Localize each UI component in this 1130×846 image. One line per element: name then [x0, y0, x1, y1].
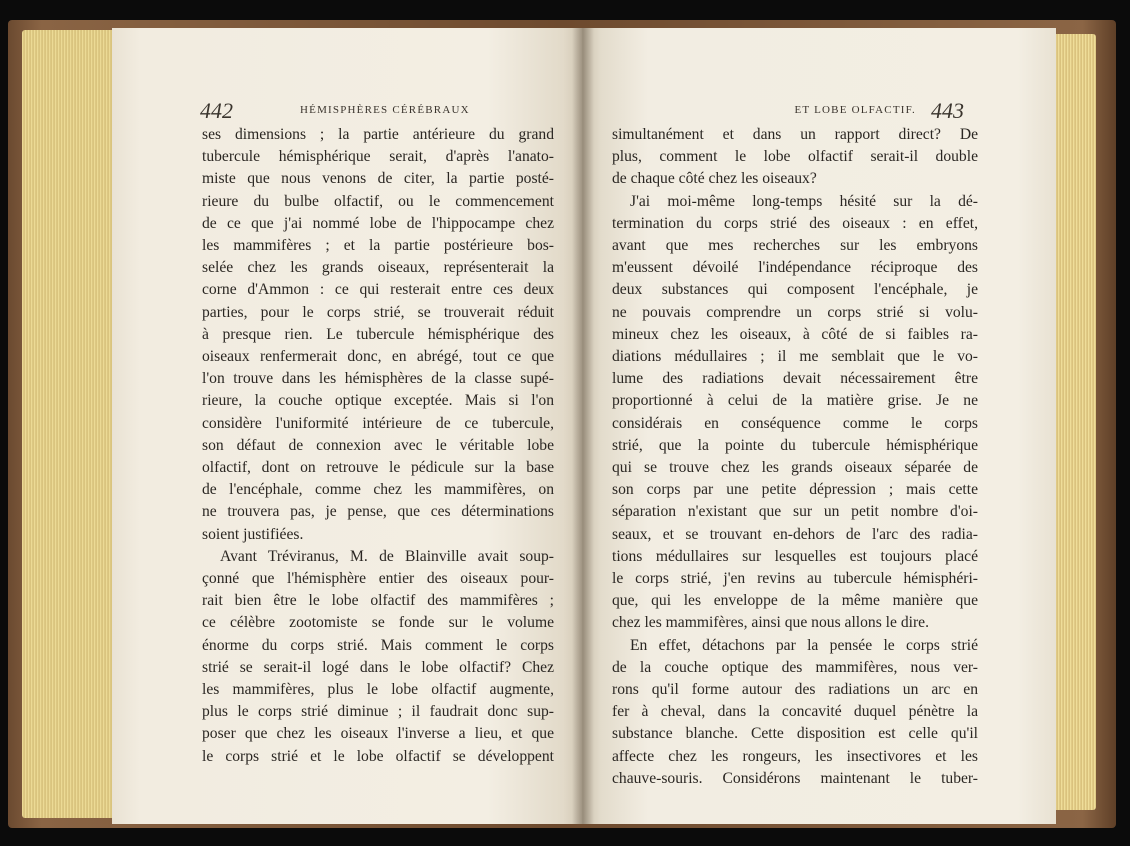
left-page-number: 442: [200, 98, 233, 123]
text-line: çonné que l'hémisphère entier des oiseaux pour-: [202, 570, 554, 588]
text-line: plus le corps strié diminue ; il faudrait donc sup-: [202, 703, 554, 721]
text-line: considérais en conséquence comme le corps: [612, 414, 978, 432]
right-page-edges: [1052, 34, 1096, 810]
text-line: strié se serait-il logé dans le lobe olfactif? Chez: [202, 658, 554, 676]
right-page-text: [612, 124, 978, 790]
text-line: l'on trouve dans les hémisphères de la classe supé-: [202, 370, 554, 388]
text-line: Avant Tréviranus, M. de Blainville avait soup-: [220, 547, 554, 565]
text-line: les mammifères ; et la partie postérieure bos-: [202, 237, 554, 255]
left-running-head: HÉMISPHÈRES CÉRÉBRAUX: [300, 104, 470, 116]
right-running-head: ET LOBE OLFACTIF.: [794, 104, 916, 116]
text-line: corne d'Ammon : ce qui resterait entre ces deux: [202, 281, 554, 299]
text-line: de chaque côté chez les oiseaux?: [612, 170, 817, 188]
text-line: son défaut de connexion avec le véritable lobe: [202, 436, 554, 454]
text-line: chez les mammifères, ainsi que nous allons le dire.: [612, 614, 929, 632]
text-line: diations médullaires ; il me semblait que le vo-: [612, 348, 978, 366]
text-line: seaux, et se trouvant en-dehors de l'arc des radia-: [612, 525, 978, 543]
text-line: considère l'uniformité intérieure de ce tubercule,: [202, 414, 554, 432]
text-line: énorme du corps strié. Mais comment le corps: [202, 636, 554, 654]
text-line: séparation n'existant que sur un petit nombre d'oi-: [612, 503, 978, 521]
text-line: En effet, détachons par la pensée le corps strié: [630, 636, 978, 654]
text-line: chauve-souris. Considérons maintenant le tuber-: [612, 769, 978, 787]
text-line: à presque rien. Le tubercule hémisphérique des: [202, 325, 554, 343]
text-line: simultanément et dans un rapport direct? De: [612, 126, 978, 143]
text-line: poser que chez les oiseaux l'inverse a lieu, et que: [202, 725, 554, 743]
text-line: de la couche optique des mammifères, nous ver-: [612, 658, 978, 676]
text-line: rons qu'il forme autour des radiations un arc en: [612, 681, 978, 699]
text-line: J'ai moi-même long-temps hésité sur la dé-: [630, 192, 978, 210]
text-line: oiseaux renfermerait donc, en abrégé, tout ce que: [202, 348, 554, 366]
text-line: parties, pour le corps strié, se trouverait réduit: [202, 303, 554, 321]
text-line: lume des radiations devait nécessairement être: [612, 370, 978, 388]
text-line: affecte chez les rongeurs, les insectivores et les: [612, 747, 978, 765]
text-line: le corps strié et le lobe olfactif se développent: [202, 747, 554, 765]
text-line: substance blanche. Cette disposition est celle qu'il: [612, 725, 978, 743]
text-line: les mammifères, plus le lobe olfactif augmente,: [202, 681, 554, 699]
text-line: miste que nous venons de citer, la partie posté-: [202, 170, 554, 188]
left-page: [112, 28, 582, 824]
text-line: ce célèbre zootomiste se fonde sur le volume: [202, 614, 554, 632]
text-line: le corps strié, j'en revins au tubercule hémisphéri-: [612, 570, 978, 588]
text-line: que, qui les enveloppe de la même manière que: [612, 592, 978, 610]
text-line: rieure du bulbe olfactif, ou le commencement: [202, 192, 554, 210]
text-line: de l'encéphale, comme chez les mammifères, on: [202, 481, 554, 499]
text-line: strié, que la pointe du tubercule hémisphérique: [612, 436, 978, 454]
text-line: soient justifiées.: [202, 525, 304, 543]
text-line: fer à cheval, dans la concavité duquel pénètre la: [612, 703, 978, 721]
right-page-number: 443: [931, 98, 964, 123]
text-line: termination du corps strié des oiseaux : en effet,: [612, 214, 978, 232]
text-line: m'eussent dévoilé l'indépendance réciproque des: [612, 259, 978, 277]
right-page: [582, 28, 1056, 824]
left-page-edges: [22, 30, 120, 818]
text-line: son corps par une petite dépression ; mais cette: [612, 481, 978, 499]
text-line: selée chez les grands oiseaux, représenterait la: [202, 259, 554, 277]
text-line: ne trouvera pas, je pense, que ces déterminations: [202, 503, 554, 521]
text-line: deux substances qui composent l'encéphale, je: [612, 281, 978, 299]
text-line: ne pouvais comprendre un corps strié si volu-: [612, 303, 978, 321]
text-line: avant que mes recherches sur les embryons: [612, 237, 978, 255]
text-line: ses dimensions ; la partie antérieure du grand: [202, 126, 554, 143]
text-line: rait bien être le lobe olfactif des mammifères ;: [202, 592, 554, 610]
text-line: tubercule hémisphérique serait, d'après l'anato-: [202, 148, 554, 166]
text-line: qui se trouve chez les grands oiseaux séparée de: [612, 459, 978, 477]
text-line: proportionné à celui de la matière grise. Je ne: [612, 392, 978, 410]
text-line: de ce que j'ai nommé lobe de l'hippocampe chez: [202, 214, 554, 232]
left-page-text: [202, 124, 554, 768]
text-line: rieure, la couche optique exceptée. Mais si l'on: [202, 392, 554, 410]
text-line: tions médullaires sur lesquelles est toujours placé: [612, 547, 978, 565]
text-line: olfactif, dont on retrouve le pédicule sur la base: [202, 459, 554, 477]
text-line: plus, comment le lobe olfactif serait-il double: [612, 148, 978, 166]
text-line: mineux chez les oiseaux, à côté de si faibles ra-: [612, 325, 978, 343]
book-gutter: [572, 28, 594, 824]
